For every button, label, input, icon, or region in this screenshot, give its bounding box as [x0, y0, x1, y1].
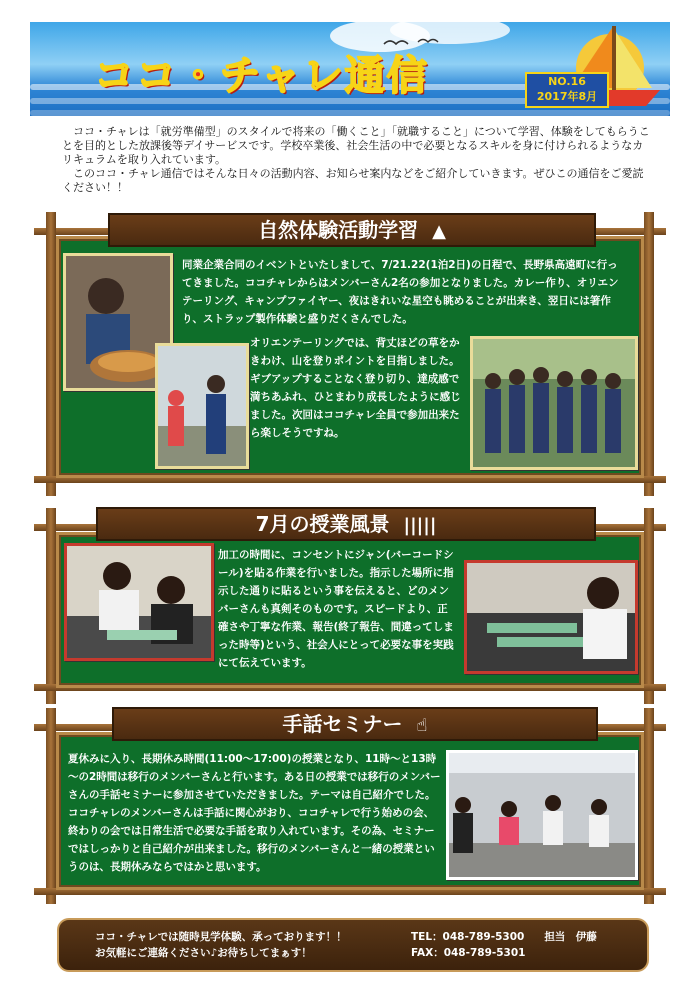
- issue-date: 2017年8月: [536, 90, 598, 103]
- newsletter-title: ココ・チャレ通信: [94, 53, 429, 99]
- section-paragraph: 夏休みに入り、長期休み時間(11:00～17:00)の授業となり、11時～と13時～の2時間は移行のメンバーさんと行います。ある日の授業では移行のメンバーさんの手話セミナーに参加させていただきました。テーマは自己紹介でした。ココチャレのメンバーさんは手話に関心がおり、ココチャレで行う始めの会、終わりの会では日常生活で必要な手話を取り入れています。その為、セミナーではしっかりと自己紹介が出来ました。移行のメンバーさんと一緒の授業というのは、長期休みならではかと思います。: [68, 753, 441, 873]
- footer-visit-line: ココ・チャレでは随時見学体験、承っております！！: [95, 931, 347, 943]
- section-banner-sign: [112, 707, 598, 741]
- photo-assembly-work: [64, 543, 214, 661]
- section-banner-class: [96, 507, 596, 541]
- photo-group-small: [155, 343, 249, 469]
- intro-paragraph: ココ・チャレは「就労準備型」のスタイルで将来の「働くこと」「就職すること」について学習、体験をしてもらうことを目的とした放課後等デイサービスです。学校卒業後、社会生活の中で必要となるスキルを身に付けられるようなカリキュラムを取り入れています。: [62, 125, 650, 166]
- section-banner-nature: [108, 213, 596, 247]
- section-paragraph: 同業企業合同のイベントといたしまして、7/21.22(1泊2日)の日程で、長野県高遠町に行ってきました。ココチャレからはメンバーさん2名の参加となりました。カレー作り、オリエンテーリング、キャンプファイヤー、夜はきれいな星空も眺めることが出来き、翌日には箸作り、ストラップ製作体験と盛りだくさんでした。: [182, 259, 619, 325]
- wood-post: [644, 708, 654, 904]
- tree-icon: ▲: [432, 221, 446, 242]
- issue-badge: [525, 72, 609, 108]
- wood-post: [46, 508, 56, 704]
- photo-group-outdoor: [470, 336, 638, 470]
- section-paragraph: 加工の時間に、コンセントにジャン(バーコードシール)を貼る作業を行いました。指示した場所に指示した通りに貼るという事を伝えると、どのメンバーさんも真剣そのものです。スピードより、正確さや丁寧な作業、報告(終了報告、間違ってしまった時等)という、社会人にとって必要な事を実践にて伝えています。: [218, 549, 454, 669]
- wood-post: [46, 708, 56, 904]
- wood-post: [46, 212, 56, 496]
- footer-person: 担当 伊藤: [544, 931, 597, 943]
- intro-paragraph: このココ・チャレ通信ではそんな日々の活動内容、お知らせ案内などをご紹介していきます。ぜひこの通信をご愛読ください！！: [62, 167, 644, 194]
- footer-fax: FAX：048-789-5301: [411, 947, 526, 959]
- pointing-hand-icon: ☝: [416, 715, 428, 736]
- intro-text: [62, 125, 652, 195]
- photo-sign-seminar: [446, 750, 638, 880]
- section-title: 自然体験活動学習: [258, 218, 419, 242]
- header-banner: [30, 22, 670, 116]
- barcode-icon: |||||: [403, 515, 437, 536]
- issue-number: NO.16: [548, 75, 586, 88]
- wood-post: [644, 212, 654, 496]
- footer-contact-line: お気軽にご連絡ください♪お待ちしてまぁす！: [95, 947, 312, 959]
- section-title: 7月の授業風景: [255, 512, 390, 536]
- footer-tel: TEL：048-789-5300: [411, 931, 525, 943]
- wood-post: [644, 508, 654, 704]
- photo-barcode-work: [464, 560, 638, 674]
- section-title: 手話セミナー: [282, 712, 403, 736]
- footer-contact: [57, 918, 649, 972]
- section-paragraph: オリエンテーリングでは、背丈ほどの草をかきわけ、山を登りポイントを目指しました。ギブアップすることなく登り切り、達成感で満ちあふれ、ひとまわり成長したように感じました。次回はココチャレ全員で参加出来たら楽しそうですね。: [250, 337, 461, 439]
